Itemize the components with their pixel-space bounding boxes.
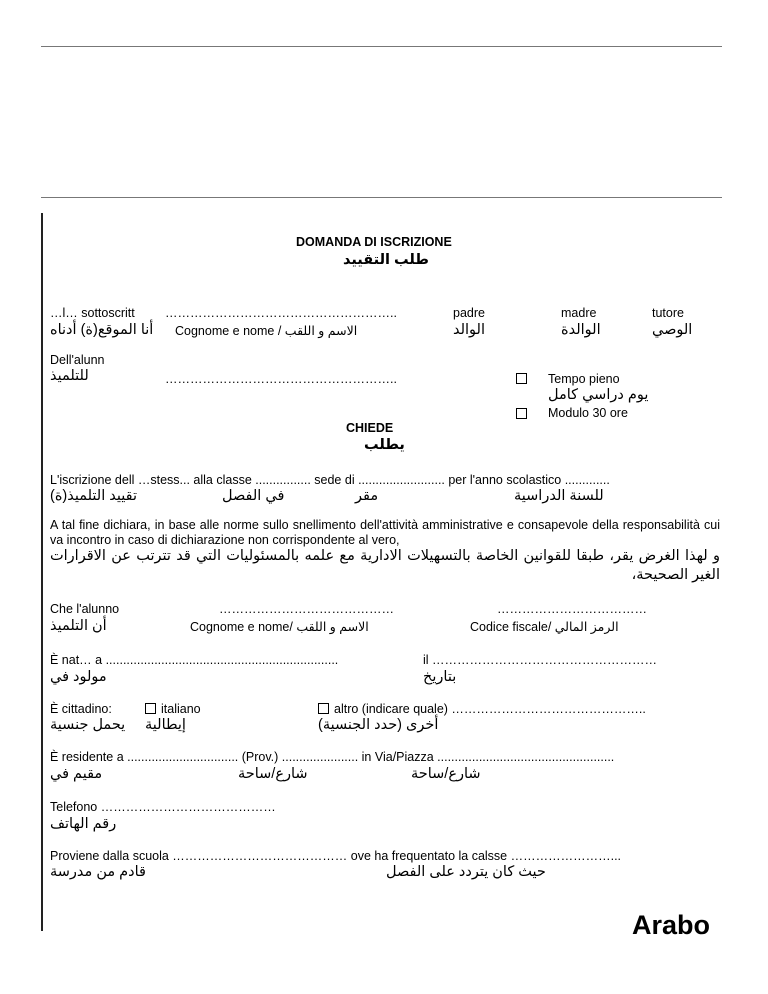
italiano-arabic: إيطالية [145, 717, 186, 733]
enrollment-arabic-4: للسنة الدراسية [514, 488, 604, 504]
header-rule [41, 197, 722, 198]
citizenship-label: È cittadino: [50, 702, 112, 716]
codice-fiscale-field[interactable]: ……………………………… [497, 602, 647, 616]
declaration-arabic: و لهذا الغرض يقر، طبقا للقوانين الخاصة بالتسهيلات الادارية مع علمه بالمسئوليات التي قد تترتب عن الاقرارات الغير الصحيحة، [50, 548, 720, 583]
italiano-checkbox[interactable] [145, 703, 156, 714]
school-origin-arabic-1: قادم من مدرسة [50, 864, 146, 880]
altro-checkbox[interactable] [318, 703, 329, 714]
signer-label-italian: …l… sottoscritt [50, 306, 135, 320]
tempo-pieno-label: Tempo pieno [548, 372, 620, 386]
chiede-heading-arabic: يطلب [364, 437, 405, 453]
enrollment-arabic-2: في الفصل [222, 488, 285, 504]
student-label-arabic: للتلميذ [50, 368, 89, 384]
phone-arabic: رقم الهاتف [50, 816, 117, 832]
alunno-name-field[interactable]: …………………………………… [219, 602, 394, 616]
role-madre-arabic: الوالدة [561, 322, 601, 338]
enrollment-arabic-3: مقر [355, 488, 379, 504]
enrollment-arabic-1: تقييد التلميذ(ة) [50, 488, 138, 504]
alunno-name-caption: Cognome e nome/ الاسم و اللقب [190, 620, 369, 634]
altro-arabic: أخرى (حدد الجنسية) [318, 717, 439, 733]
top-rule [41, 46, 722, 47]
residence-line[interactable]: È residente a ................................ (Prov.) ...................... in Via/Piazza ................................................... [50, 750, 615, 764]
altro-field[interactable]: altro (indicare quale) ……………………………………….. [334, 702, 646, 716]
citizenship-arabic: يحمل جنسية [50, 717, 126, 733]
che-alunno-arabic: أن التلميذ [50, 618, 107, 634]
signer-name-field[interactable]: ……………………………………………….. [165, 306, 397, 320]
phone-field[interactable]: Telefono …………………………………… [50, 800, 276, 814]
school-origin-line[interactable]: Proviene dalla scuola …………………………………… ove ha frequentato la calsse ……………………... [50, 849, 622, 863]
student-label-italian: Dell'alunn [50, 353, 105, 367]
left-margin-line [41, 213, 43, 931]
residence-arabic-1: مقيم في [50, 766, 103, 782]
codice-fiscale-caption: Codice fiscale/ الرمز المالي [470, 620, 619, 634]
birthplace-field[interactable]: È nat… a ................................................................... [50, 653, 339, 667]
residence-arabic-2: شارع/ساحة [238, 766, 308, 782]
tempo-pieno-checkbox[interactable] [516, 373, 527, 384]
form-title-arabic: طلب التقييد [343, 252, 429, 268]
student-name-field[interactable]: ……………………………………………….. [165, 372, 397, 386]
residence-arabic-3: شارع/ساحة [411, 766, 481, 782]
tempo-pieno-arabic: يوم دراسي كامل [548, 387, 649, 403]
language-label: Arabo [632, 910, 711, 940]
birthplace-arabic: مولود في [50, 669, 107, 685]
modulo-30-label: Modulo 30 ore [548, 406, 628, 420]
role-tutore: tutore [652, 306, 684, 320]
school-origin-arabic-2: حيث كان يتردد على الفصل [386, 864, 546, 880]
modulo-30-checkbox[interactable] [516, 408, 527, 419]
role-madre: madre [561, 306, 597, 320]
declaration-italian: A tal fine dichiara, in base alle norme sullo snellimento dell'attività amministrative e consapevole della responsabilità cui va incontro in caso di dichiarazione non corrispondente al vero, [50, 518, 720, 547]
italiano-label: italiano [161, 702, 201, 716]
signer-name-caption: Cognome e nome / الاسم و اللقب [175, 324, 358, 338]
form-title-italian: DOMANDA DI ISCRIZIONE [296, 235, 452, 249]
role-padre: padre [453, 306, 485, 320]
role-padre-arabic: الوالد [453, 322, 485, 338]
signer-label-arabic: أنا الموقع(ة) أدناه [50, 322, 154, 338]
role-tutore-arabic: الوصي [652, 322, 693, 338]
che-alunno-label: Che l'alunno [50, 602, 120, 616]
enrollment-line: L'iscrizione dell …stess... alla classe ................ sede di ......................... per l'anno scolastico ............. [50, 473, 610, 487]
chiede-heading: CHIEDE [346, 421, 394, 435]
birthdate-arabic: بتاريخ [423, 669, 457, 685]
birthdate-field[interactable]: il ……………………………………………… [423, 653, 658, 667]
